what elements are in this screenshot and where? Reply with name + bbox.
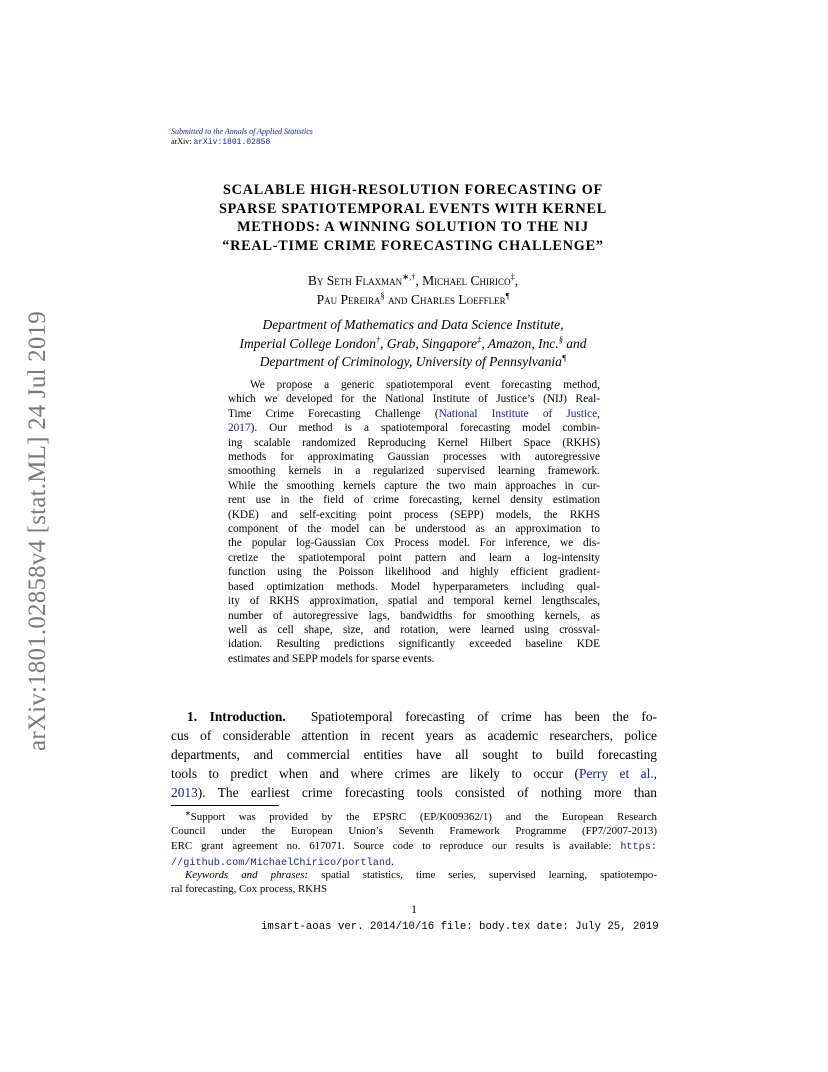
title-line: “REAL-TIME CRIME FORECASTING CHALLENGE” — [222, 237, 604, 254]
keywords-text: spatial statistics, time series, supervised learning, spatiotempo- — [308, 869, 657, 881]
affiliation-line: Department of Mathematics and Data Science Institute, — [262, 317, 564, 332]
arxiv-label: arXiv: — [171, 137, 192, 146]
author-marks: ‡ — [510, 272, 515, 282]
footnote-line — [171, 839, 657, 855]
affiliation-text: , Amazon, Inc. — [481, 335, 559, 351]
paper-title — [160, 181, 666, 255]
abstract-line: rent use in the field of crime forecasting, kernel density estimation — [228, 494, 600, 507]
author-marks: § — [380, 291, 385, 300]
abstract-line: based optimization methods. Model hyperparameters including qual- — [228, 580, 600, 593]
abstract-line — [228, 421, 600, 435]
arxiv-id-line — [171, 137, 270, 147]
author-marks: ¶ — [505, 291, 510, 300]
title-line: SCALABLE HIGH-RESOLUTION FORECASTING OF — [222, 182, 604, 198]
intro-text: tools to predict when and where crimes are likely to occur ( — [171, 766, 580, 781]
abstract — [228, 378, 600, 666]
abstract-line: ity of RKHS approximation, spatial and temporal kernel lengthscales, — [228, 595, 600, 608]
abstract-line: smoothing kernels in a regularized supervised learning framework. — [228, 465, 600, 478]
author-name: Michael Chirico — [422, 273, 511, 288]
arxiv-id-link[interactable]: arXiv:1801.02858 — [193, 138, 271, 147]
affiliation-mark: § — [558, 335, 563, 344]
keywords-line: ral forecasting, Cox process, RKHS — [171, 883, 328, 896]
footnote-text: . — [391, 855, 394, 868]
page-number: 1 — [411, 902, 417, 916]
author-by: By — [307, 273, 324, 288]
submitted-note: Submitted to the Annals of Applied Statistics — [171, 127, 313, 136]
arxiv-stamp-text: arXiv:1801.02858v4 [stat.ML] 24 Jul 2019 — [24, 311, 51, 751]
author-name: Seth Flaxman — [326, 273, 403, 288]
intro-text: , — [653, 766, 658, 781]
citation-link[interactable]: National Institute of Justice — [438, 407, 598, 420]
abstract-line: estimates and SEPP models for sparse events. — [228, 652, 435, 665]
abstract-line: idation. Resulting predictions significantly exceeded baseline KDE — [228, 638, 600, 651]
footnote-text: ERC grant agreement no. 617071. Source code to reproduce our results is available: — [171, 839, 621, 852]
footnote-rule — [171, 805, 279, 806]
abstract-text: Time Crime Forecasting Challenge ( — [228, 407, 439, 420]
keywords-label: Keywords and phrases: — [185, 869, 309, 881]
footnote-text: Support was provided by the EPSRC (EP/K009362/1) and the European Research — [190, 811, 657, 823]
affiliation-mark: ¶ — [561, 353, 567, 363]
citation-year-link[interactable]: 2017 — [228, 422, 251, 435]
abstract-line: ing scalable randomized Reproducing Kernel Hilbert Space (RKHS) — [228, 436, 600, 449]
abstract-line: (KDE) and self-exciting point process (SEPP) models, the RKHS — [228, 508, 600, 521]
footnote-mark: ∗ — [185, 810, 191, 818]
author-list — [160, 272, 666, 309]
citation-link[interactable]: Perry et al. — [579, 766, 654, 781]
affiliation-mark: † — [375, 335, 381, 344]
footnote-line: Council under the European Union’s Seventh Framework Programme (FP7/2007-2013) — [171, 825, 657, 838]
intro-line — [171, 764, 657, 783]
abstract-line: number of autoregressive lags, bandwidths for smoothing kernels, as — [228, 609, 600, 622]
abstract-line: which we developed for the National Institute of Justice’s (NIJ) Real- — [228, 393, 600, 406]
footnote-line — [171, 810, 657, 824]
affiliation-mark: ‡ — [477, 335, 482, 344]
abstract-line: We propose a generic spatiotemporal event forecasting method, — [250, 379, 600, 391]
affiliation-text: , Grab, Singapore — [380, 335, 478, 351]
author-marks: ∗,† — [402, 272, 416, 282]
title-line: SPARSE SPATIOTEMPORAL EVENTS WITH KERNEL — [218, 200, 608, 217]
section-heading: 1. Introduction. — [187, 709, 286, 724]
abstract-line: function using the Poisson likelihood and highly efficient gradient- — [228, 566, 600, 579]
keywords — [171, 868, 657, 897]
footer-line: imsart-aoas ver. 2014/10/16 file: body.tex date: July 25, 2019 — [261, 921, 659, 933]
footnote — [171, 810, 657, 871]
intro-line — [171, 783, 657, 802]
title-line: METHODS: A WINNING SOLUTION TO THE NIJ — [237, 219, 589, 235]
affiliation-text: and — [562, 335, 587, 351]
affiliation-line — [160, 353, 666, 372]
affiliation-line — [160, 335, 666, 354]
citation-year-link[interactable]: 2013 — [171, 785, 198, 800]
author-name: Charles Loeffler — [410, 291, 506, 307]
author-and: and — [388, 291, 408, 307]
intro-text: Spatiotemporal forecasting of crime has been the fo- — [310, 709, 657, 724]
abstract-line: methods for approximating Gaussian processes with autoregressive — [228, 451, 600, 464]
abstract-line — [228, 407, 600, 421]
author-name: Pau Pereira — [316, 291, 381, 307]
abstract-text: , — [597, 407, 600, 420]
abstract-line: While the smoothing kernels capture the two main approaches in cur- — [228, 479, 600, 492]
intro-line: cus of considerable attention in recent years as academic researchers, police — [171, 728, 657, 743]
affiliation-text: Department of Criminology, University of Pennsylvania — [259, 354, 562, 369]
abstract-text: ). Our method is a spatiotemporal forecasting model combin- — [250, 422, 600, 435]
intro-line — [171, 707, 657, 726]
author-separator: , — [514, 273, 519, 288]
abstract-line: well as cell shape, size, and rotation, were learned using crossval- — [228, 623, 600, 636]
abstract-line: cretize the spatiotemporal point pattern and learn a log-intensity — [228, 551, 600, 564]
intro-line: departments, and commercial entities have all sought to build forecasting — [171, 747, 657, 762]
affiliation-text: Imperial College London — [239, 335, 376, 351]
source-code-link[interactable]: https: — [620, 841, 657, 853]
source-code-link[interactable]: //github.com/MichaelChirico/portland — [171, 857, 392, 869]
intro-text: ). The earliest crime forecasting tools consisted of nothing more than — [197, 785, 657, 800]
introduction-section — [171, 707, 657, 802]
affiliations — [160, 316, 666, 372]
abstract-line: the popular log-Gaussian Cox Process model. For inference, we dis- — [228, 537, 600, 550]
abstract-line: component of the model can be understood as an approximation to — [228, 523, 600, 536]
author-separator: , — [415, 273, 419, 288]
keywords-line — [171, 868, 657, 882]
